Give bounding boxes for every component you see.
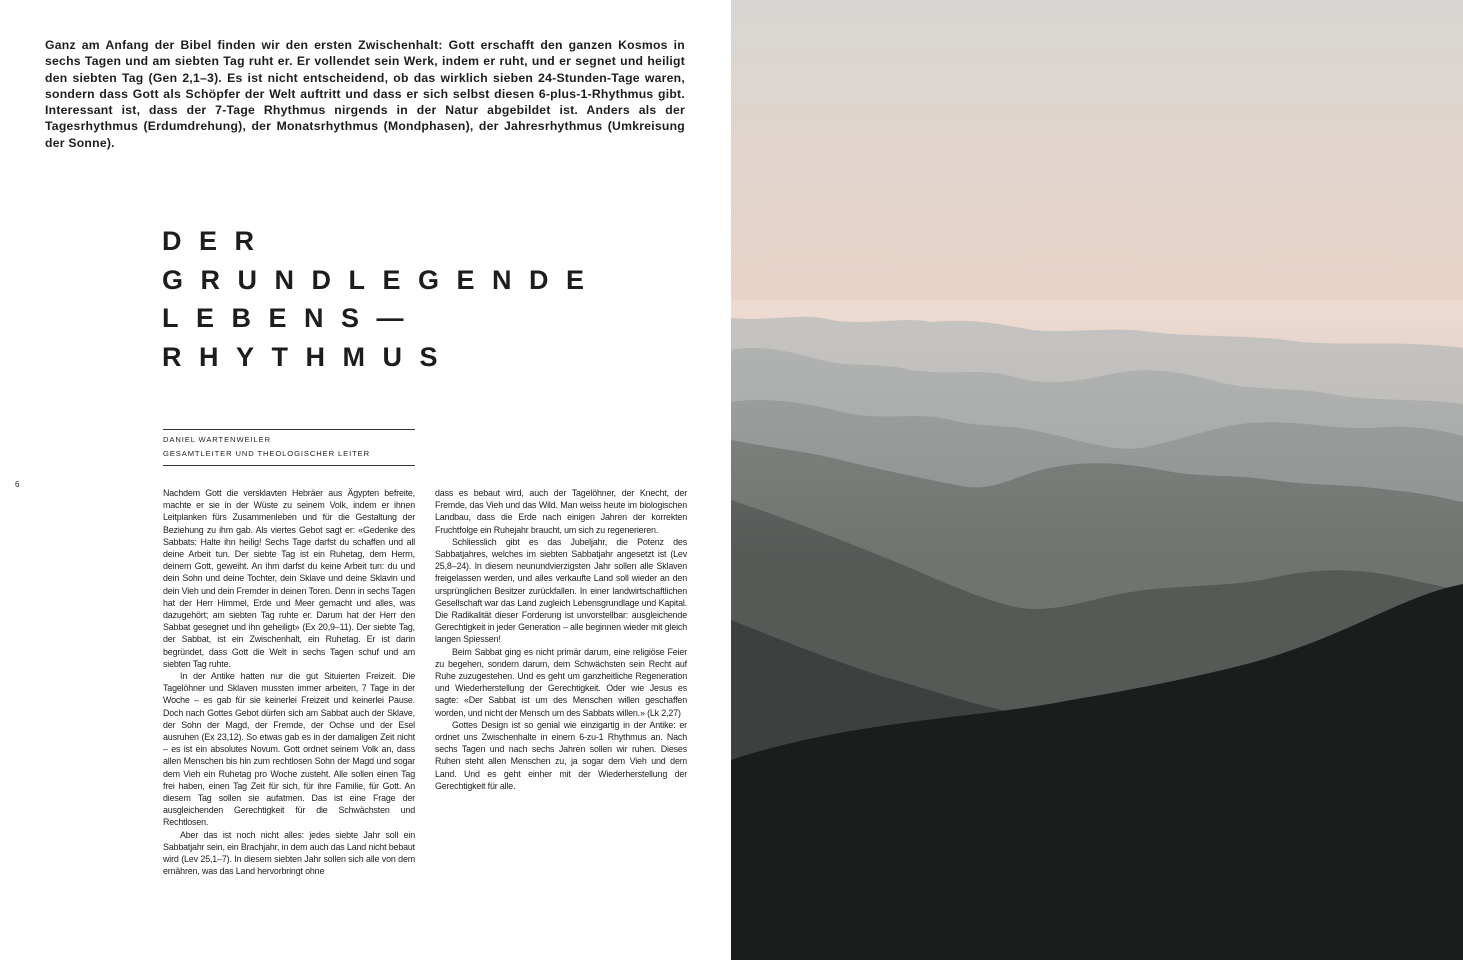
author-role: GESAMTLEITER UND THEOLOGISCHER LEITER — [163, 449, 371, 458]
intro-paragraph: Ganz am Anfang der Bibel finden wir den ersten Zwischenhalt: Gott erschafft den ganzen Kosmos in sechs Tagen und am siebten Tag ruht er. Er vollendet sein Werk, indem er ruht, und er segnet und heiligt den siebten Tag (Gen 2,1–3). Es ist nicht entscheidend, ob das wirklich sieben 24-Stunden-Tage waren, sondern dass Gott als Schöpfer der Welt auftritt und dass er sich selbst diesen 6-plus-1-Rhythmus gibt. Interessant ist, dass der 7-Tage Rhythmus nirgends in der Natur abgebildet ist. Anders als der Tagesrhythmus (Erdumdrehung), der Monatsrhythmus (Mondphasen), der Jahresrhythmus (Umkreisung der Sonne). — [45, 38, 685, 150]
article-headline — [162, 222, 602, 376]
body-paragraph: dass es bebaut wird, auch der Tagelöhner, der Knecht, der Fremde, das Vieh und das Wild. Man weiss heute im biologischen Landbau, dass die Erde nach einigen Jahren der korrekten Fruchtfolge ein Ruhejahr braucht, um sich zu regenerieren. — [435, 488, 687, 535]
body-paragraph: Aber das ist noch nicht alles: jedes siebte Jahr soll ein Sabbatjahr sein, ein Brachjahr, in dem auch das Land nicht bebaut wird (Lev 25,1–7). In diesem siebten Jahr sollen sich alle von dem ernähren, was das Land hervorbringt ohne — [163, 829, 415, 877]
page-number: 6 — [15, 480, 20, 489]
headline-line: DER — [162, 226, 272, 256]
body-paragraph: Nachdem Gott die versklavten Hebräer aus Ägypten befreite, machte er sie in der Wüste zu seinem Volk, indem er ihnen Leitplanken fürs Zusammenleben und für die Gestaltung der Beziehung zu ihm gab. Als viertes Gebot sagt er: «Gedenke des Sabbats: Halte ihn heilig! Sechs Tage darfst du schaffen und all deine Arbeit tun. Der siebte Tag ist ein Ruhetag, dem Herrn, deinem Gott, geweiht. An ihm darfst du keine Arbeit tun: du und dein Sohn und deine Tochter, dein Sklave und deine Sklavin und dein Vieh und dein Fremder in deinen Toren. Denn in sechs Tagen hat der Herr Himmel, Erde und Meer gemacht und alles, was dazugehört; am siebten Tag ruhte er. Darum hat der Herr den Sabbat gesegnet und ihn geheiligt» (Ex 20,9–11). Der siebte Tag, der Sabbat, ist ein Zwischenhalt, ein Ruhetag. Er ist darin begründet, dass Gott die Welt in sechs Tagen schuf und am siebten Tag ruhte. — [163, 488, 415, 669]
headline-line: RHYTHMUS — [162, 341, 455, 372]
body-paragraph: Beim Sabbat ging es nicht primär darum, eine religiöse Feier zu begehen, sondern darum, dem Schwächsten sein Recht auf Ruhe zuzugestehen. Und es geht um ganzheitliche Regeneration und Wiederherstellung der Gerechtigkeit. Oder wie Jesus es sagte: «Der Sabbat ist um des Menschen willen geschaffen worden, und nicht der Mensch um des Sabbats willen.» (Lk 2,27) — [435, 646, 687, 718]
author-byline — [163, 429, 415, 466]
headline-line: GRUNDLEGENDE — [162, 264, 602, 295]
mountain-landscape-photo — [731, 0, 1463, 960]
body-column-left — [163, 487, 415, 878]
headline-line: LEBENS— — [162, 303, 422, 333]
haze-overlay — [731, 300, 1463, 560]
author-name: DANIEL WARTENWEILER — [163, 435, 271, 444]
body-paragraph: Schliesslich gibt es das Jubeljahr, die Potenz des Sabbatjahres, welches im siebten Sabbatjahr angesetzt ist (Lev 25,8–24). In diesem neunundvierzigsten Jahr sollen alle Sklaven freigelassen werden, und alles verkaufte Land soll wieder an den ursprünglichen Besitzer zurückfallen. In einer landwirtschaftlichen Gesellschaft war das Land zugleich Lebensgrundlage und Kapital. Die Radikalität dieser Forderung ist unvorstellbar: ausgleichende Gerechtigkeit in jeder Generation – alle beginnen wieder mit gleich langen Spiessen! — [435, 536, 687, 645]
left-page — [0, 0, 731, 960]
body-paragraph: In der Antike hatten nur die gut Situierten Freizeit. Die Tagelöhner und Sklaven mussten immer arbeiten, 7 Tage in der Woche – es gab für sie keinerlei Freizeit und keinerlei Pause. Doch nach Gottes Gebot dürfen sich am Sabbat auch der Sklave, der Sohn der Magd, der Fremde, der Ochse und der Esel ausruhen (Ex 23,12). So etwas gab es in der damaligen Zeit nicht – es ist ein absolutes Novum. Gott ordnet seinem Volk an, dass allen Menschen bis hin zum rechtlosen Sohn der Magd und sogar dem Vieh ein Ruhetag pro Woche zusteht. Alle sollen einen Tag frei haben, einen Tag Zeit für sich, für ihre Familie, für Gott. An diesem Tag sollen sie aufatmen. Das ist eine Frage der ausgleichenden Gerechtigkeit für die Schwächsten und Rechtlosen. — [163, 671, 415, 828]
body-column-right — [435, 487, 687, 792]
body-paragraph: Gottes Design ist so genial wie einzigartig in der Antike: er ordnet uns Zwischenhalte in einem 6-zu-1 Rhythmus an. Nach sechs Tagen und nach sechs Jahren sollen wir ruhen. Dieses Ruhen steht allen Menschen zu, ja sogar dem Vieh und dem Land. Und es geht einher mit der Wiederherstellung der Gerechtigkeit für alle. — [435, 719, 687, 791]
